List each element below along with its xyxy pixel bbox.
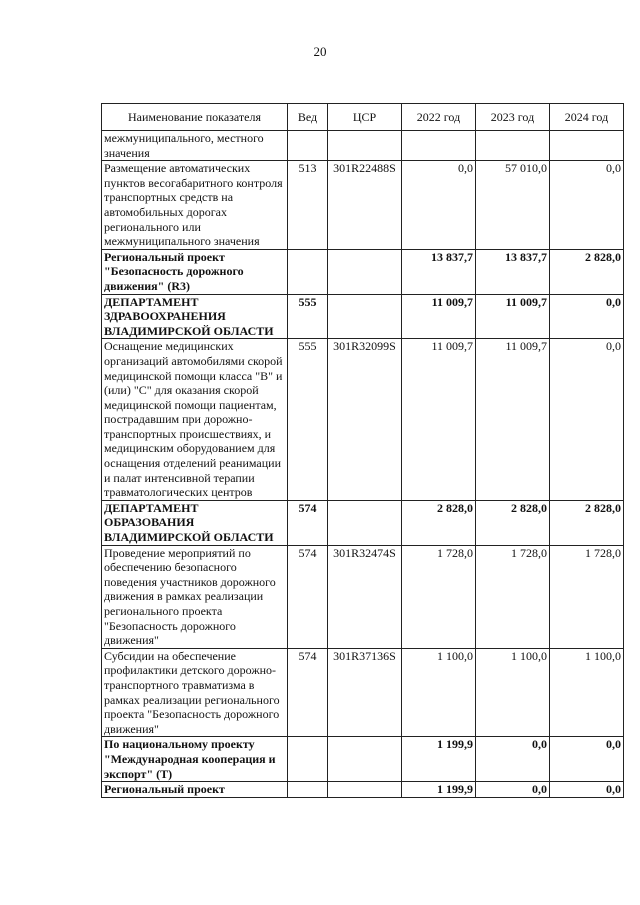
row-csr [328, 500, 402, 545]
row-name: Проведение мероприятий по обеспечению безопасного поведения участников дорожного движения в рамках реализации регионального проекта "Безопасность дорожного движения" [102, 545, 288, 648]
row-2023: 1 728,0 [476, 545, 550, 648]
row-2023: 11 009,7 [476, 339, 550, 501]
table-row [102, 339, 624, 501]
row-2022: 1 728,0 [402, 545, 476, 648]
row-name: Региональный проект [102, 782, 288, 798]
table-row-project [102, 782, 624, 798]
row-2023: 11 009,7 [476, 294, 550, 339]
header-csr: ЦСР [328, 104, 402, 131]
row-2023: 13 837,7 [476, 249, 550, 294]
row-2023: 0,0 [476, 782, 550, 798]
row-ved: 555 [288, 294, 328, 339]
row-name: Размещение автоматических пунктов весогабаритного контроля транспортных средств на автомобильных дорогах регионального или межмуниципального значения [102, 161, 288, 250]
row-2024: 1 728,0 [550, 545, 624, 648]
budget-table [101, 103, 624, 798]
row-name: межмуниципального, местного значения [102, 131, 288, 161]
row-2024: 2 828,0 [550, 249, 624, 294]
header-name: Наименование показателя [102, 104, 288, 131]
row-ved [288, 782, 328, 798]
table-row-department [102, 500, 624, 545]
row-name: ДЕПАРТАМЕНТ ЗДРАВООХРАНЕНИЯ ВЛАДИМИРСКОЙ ОБЛАСТИ [102, 294, 288, 339]
row-2024: 2 828,0 [550, 500, 624, 545]
row-csr: 301R32474S [328, 545, 402, 648]
table-row [102, 545, 624, 648]
row-2022: 1 199,9 [402, 737, 476, 782]
row-csr: 301R37136S [328, 648, 402, 737]
row-2024: 0,0 [550, 737, 624, 782]
header-2023: 2023 год [476, 104, 550, 131]
table-row [102, 161, 624, 250]
row-csr: 301R32099S [328, 339, 402, 501]
row-2022: 1 100,0 [402, 648, 476, 737]
row-2024: 0,0 [550, 294, 624, 339]
page-number: 20 [313, 44, 327, 59]
row-2022: 11 009,7 [402, 294, 476, 339]
row-2024: 0,0 [550, 339, 624, 501]
row-ved: 574 [288, 545, 328, 648]
row-name: По национальному проекту "Международная кооперация и экспорт" (Т) [102, 737, 288, 782]
header-ved: Вед [288, 104, 328, 131]
row-csr [328, 782, 402, 798]
row-csr: 301R22488S [328, 161, 402, 250]
row-csr [328, 249, 402, 294]
row-2022: 11 009,7 [402, 339, 476, 501]
row-2024: 0,0 [550, 782, 624, 798]
row-ved [288, 737, 328, 782]
header-2024: 2024 год [550, 104, 624, 131]
row-name: Субсидии на обеспечение профилактики детского дорожно-транспортного травматизма в рамках реализации регионального проекта "Безопасность дорожного движения" [102, 648, 288, 737]
row-2023: 57 010,0 [476, 161, 550, 250]
row-name: Региональный проект "Безопасность дорожного движения" (R3) [102, 249, 288, 294]
row-2022 [402, 131, 476, 161]
row-2023: 0,0 [476, 737, 550, 782]
row-2022: 1 199,9 [402, 782, 476, 798]
row-2022: 13 837,7 [402, 249, 476, 294]
table-row [102, 131, 624, 161]
row-csr [328, 131, 402, 161]
row-2024: 1 100,0 [550, 648, 624, 737]
row-2024: 0,0 [550, 161, 624, 250]
header-2022: 2022 год [402, 104, 476, 131]
row-ved: 574 [288, 500, 328, 545]
row-ved [288, 249, 328, 294]
row-name: Оснащение медицинских организаций автомобилями скорой медицинской помощи класса "В" и (или) "С" для оказания скорой медицинской помощи пациентам, пострадавшим при дорожно-транспортных происшествиях, и медицинским оборудованием для оснащения отделений реанимации и палат интенсивной терапии травматологических центров [102, 339, 288, 501]
row-ved: 513 [288, 161, 328, 250]
table-row [102, 648, 624, 737]
row-2022: 2 828,0 [402, 500, 476, 545]
row-csr [328, 294, 402, 339]
row-2023 [476, 131, 550, 161]
table-row-department [102, 294, 624, 339]
row-2024 [550, 131, 624, 161]
row-ved: 555 [288, 339, 328, 501]
row-2023: 1 100,0 [476, 648, 550, 737]
header-row [102, 104, 624, 131]
row-2022: 0,0 [402, 161, 476, 250]
table-row-project [102, 737, 624, 782]
row-name: ДЕПАРТАМЕНТ ОБРАЗОВАНИЯ ВЛАДИМИРСКОЙ ОБЛАСТИ [102, 500, 288, 545]
table-row-project [102, 249, 624, 294]
row-ved: 574 [288, 648, 328, 737]
row-2023: 2 828,0 [476, 500, 550, 545]
row-csr [328, 737, 402, 782]
row-ved [288, 131, 328, 161]
